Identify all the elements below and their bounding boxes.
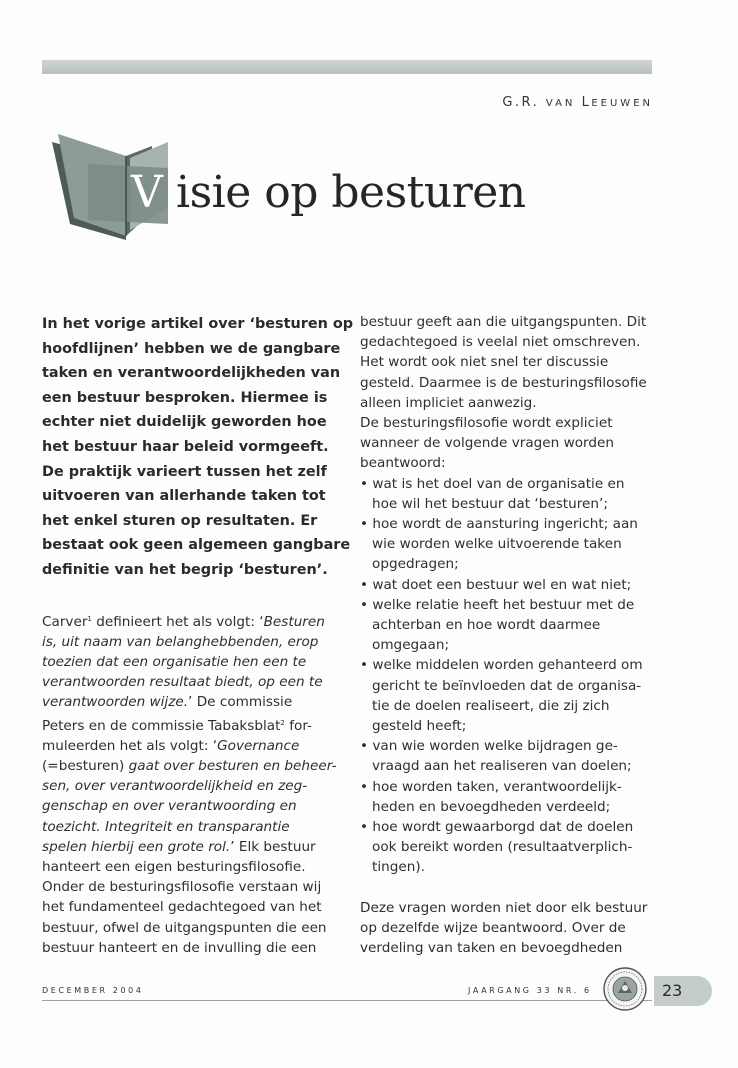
- page-number: 23: [662, 981, 683, 1000]
- body-paragraph-right: bestuur geeft aan die uitgangspunten. Dit gedachtegoed is veelal niet omschreven. Het wordt ook niet snel ter discussie gesteld. Daarmee is de besturingsfilosofie alleen impliciet aanwezig. De besturingsfilosofie wordt expliciet wanneer de volgende vragen worden beantwoord:: [360, 314, 647, 472]
- body-paragraph-left: Carver$^1$ definieert het als volgt: ‘Besturen is, uit naam van belanghebbenden, erop toezien dat een organisatie hen een te verantwoorden resultaat biedt, op een te verantwoorden wijze.’ De commissie Peters en de commissie Tabaksblat$^2$ for- muleerden het als volgt: ‘Governance (=besturen) gaat over besturen en beheer- sen, over verantwoordelijkheid en zeg- genschap en over verantwoording en toezicht. Integriteit en transparantie spelen hierbij een grote rol.’ Elk bestuur hanteert een eigen besturingsfilosofie. Onder de besturingsfilosofie verstaan wij het fundamenteel gedachtegoed van het bestuur, ofwel de uitgangspunten die een bestuur hanteert en de invulling die een: [42, 613, 337, 956]
- list-item: • van wie worden welke bijdragen ge- vraagd aan het realiseren van doelen;: [360, 736, 660, 776]
- right-column: [360, 312, 660, 958]
- left-column: [42, 312, 354, 958]
- seal-emblem-icon: [602, 966, 648, 1012]
- list-item: • hoe worden taken, verantwoordelijk- heden en bevoegdheden verdeeld;: [360, 777, 660, 817]
- footer-date: DECEMBER 2004: [42, 986, 144, 995]
- footer-rule: [42, 1000, 652, 1001]
- footer-issue: JAARGANG 33 NR. 6: [468, 986, 592, 995]
- list-item: • wat doet een bestuur wel en wat niet;: [360, 575, 660, 595]
- body-paragraph-right-outro: Deze vragen worden niet door elk bestuur op dezelfde wijze beantwoord. Over de verdeling van taken en bevoegdheden: [360, 899, 648, 957]
- list-item: • hoe wordt gewaarborgd dat de doelen ook bereikt worden (resultaatverplich- tingen).: [360, 817, 660, 878]
- list-item: • hoe wordt de aansturing ingericht; aan wie worden welke uitvoerende taken opgedragen;: [360, 514, 660, 575]
- header-band: [42, 60, 652, 74]
- list-item: • welke middelen worden gehanteerd om gericht te beïnvloeden dat de organisa- tie de doelen realiseert, die zij zich gesteld heeft;: [360, 655, 660, 736]
- title-initial: V: [131, 167, 163, 218]
- title-text: isie op besturen: [176, 167, 526, 218]
- author-byline: G.R. VAN LEEUWEN: [502, 95, 653, 110]
- lead-paragraph: In het vorige artikel over ‘besturen op hoofdlijnen’ hebben we de gangbare taken en verantwoordelijkheden van een bestuur besproken. Hiermee is echter niet duidelijk geworden hoe het bestuur haar beleid vormgeeft. De praktijk varieert tussen het zelf uitvoeren van allerhande taken tot het enkel sturen op resultaten. Er bestaat ook geen algemeen gangbare definitie van het begrip ‘besturen’.: [42, 316, 354, 578]
- article-title: [48, 128, 608, 248]
- list-item: • wat is het doel van de organisatie en hoe wil het bestuur dat ‘besturen’;: [360, 474, 660, 514]
- list-item: • welke relatie heeft het bestuur met de achterban en hoe wordt daarmee omgegaan;: [360, 595, 660, 656]
